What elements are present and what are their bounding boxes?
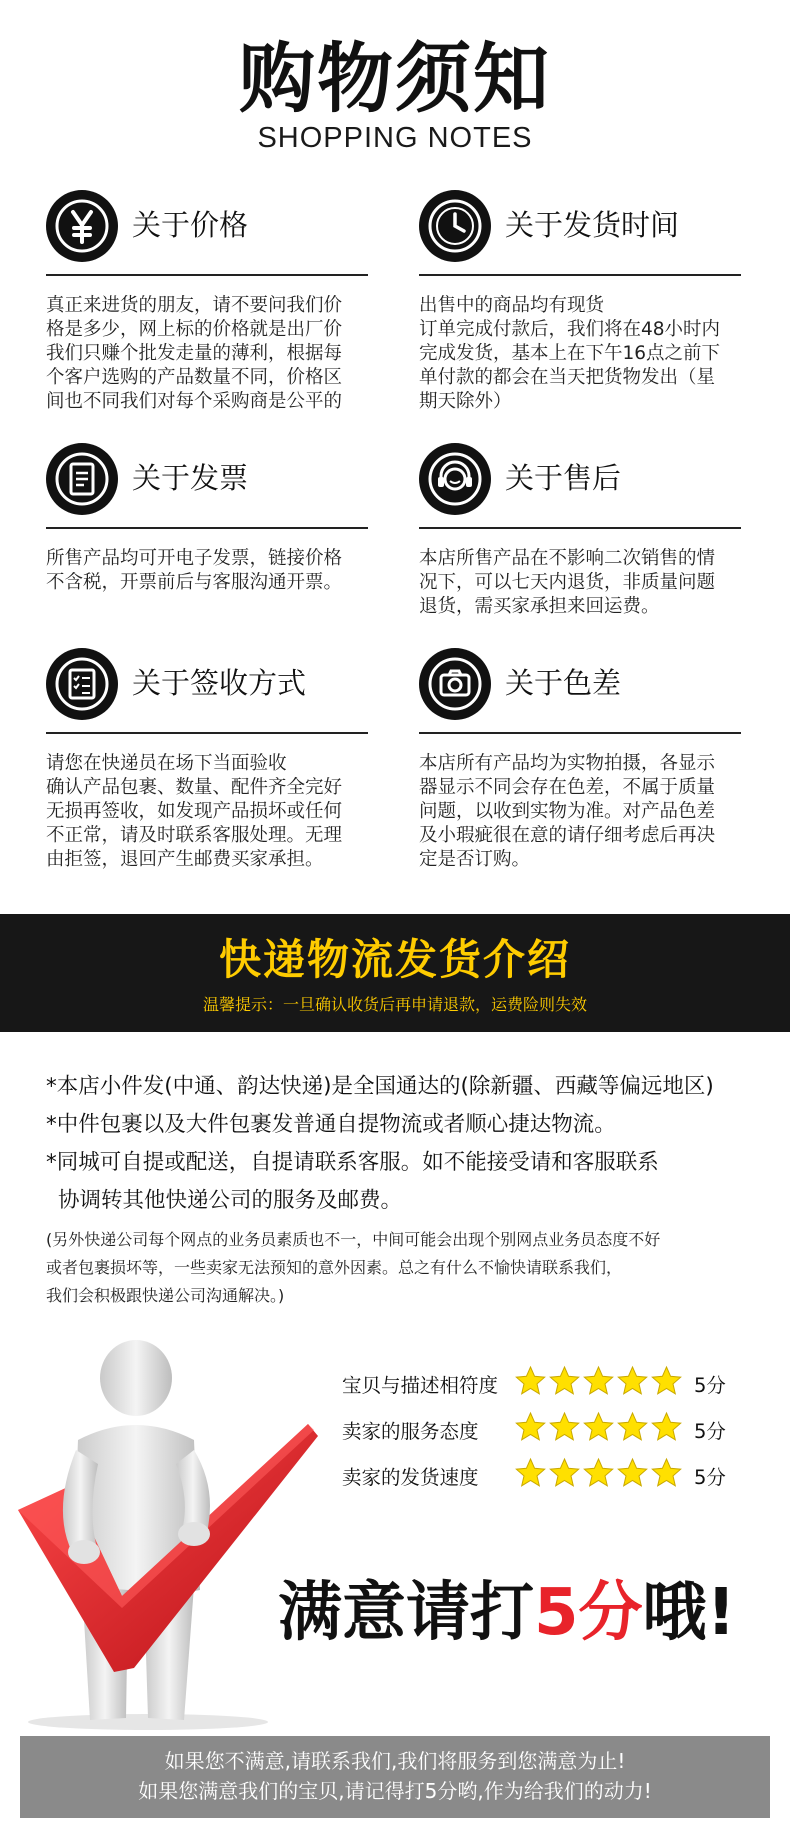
note-title: 关于色差 [505, 666, 622, 700]
star-icon [616, 1457, 649, 1490]
note-title: 关于价格 [132, 208, 249, 242]
note-shipping-time [419, 190, 741, 412]
star-icon [616, 1411, 649, 1444]
star-icon [582, 1457, 615, 1490]
page-subtitle: SHOPPING NOTES [257, 122, 533, 154]
star-icon [650, 1365, 683, 1398]
divider [419, 274, 741, 276]
note-title: 关于发货时间 [505, 208, 680, 242]
rating-label: 卖家的发货速度 [342, 1466, 479, 1489]
rating-score: 5分 [694, 1420, 726, 1443]
note-title: 关于售后 [505, 461, 622, 495]
banner-title: 快递物流发货介绍 [218, 935, 571, 984]
shipping-note: 我们会积极跟快递公司沟通解决。) [46, 1286, 285, 1305]
yen-icon [46, 190, 118, 262]
rating-list [342, 1360, 762, 1498]
divider [419, 732, 741, 734]
note-body: 本店所售产品在不影响二次销售的情 况下，可以七天内退货，非质量问题 退货，需买家承担来回运费。 [419, 548, 716, 617]
note-invoice [46, 443, 368, 593]
divider [46, 527, 368, 529]
star-icon [582, 1365, 615, 1398]
shipping-line: *本店小件发(中通、韵达快递)是全国通达的(除新疆、西藏等偏远地区) [46, 1074, 714, 1099]
rating-score: 5分 [694, 1466, 726, 1489]
rating-row [342, 1360, 762, 1406]
clock-icon [419, 190, 491, 262]
slogan-text: 哦! [642, 1576, 736, 1650]
shipping-line: *同城可自提或配送，自提请联系客服。如不能接受请和客服联系 [46, 1150, 659, 1175]
star-icon [514, 1365, 547, 1398]
slogan-text: 满意请打 [278, 1576, 534, 1650]
page-title: 购物须知 [239, 34, 551, 123]
note-after-sales [419, 443, 741, 617]
footer-message [20, 1736, 770, 1818]
headset-icon [419, 443, 491, 515]
star-icon [650, 1457, 683, 1490]
invoice-icon [46, 443, 118, 515]
rating-label: 卖家的服务态度 [342, 1420, 479, 1443]
note-sign-off [46, 648, 368, 870]
star-icon [582, 1411, 615, 1444]
divider [46, 274, 368, 276]
divider [46, 732, 368, 734]
figure-with-checkmark-illustration [18, 1340, 318, 1730]
star-icon [514, 1457, 547, 1490]
star-icon [548, 1411, 581, 1444]
slogan-accent: 5分 [534, 1576, 643, 1650]
star-rating [514, 1411, 684, 1445]
note-body: 所售产品均可开电子发票，链接价格 不含税，开票前后与客服沟通开票。 [46, 548, 343, 593]
footer-line: 如果您满意我们的宝贝,请记得打5分哟,作为给我们的动力! [138, 1779, 652, 1803]
note-color-difference [419, 648, 741, 870]
footer-line: 如果您不满意,请联系我们,我们将服务到您满意为止! [164, 1749, 626, 1773]
note-title: 关于发票 [132, 461, 249, 495]
shipping-banner [0, 914, 790, 1032]
note-price [46, 190, 368, 412]
note-body: 出售中的商品均有现货 订单完成付款后，我们将在48小时内 完成发货，基本上在下午16点之前下 单付款的都会在当天把货物发出（星 期天除外） [419, 295, 721, 412]
star-icon [514, 1411, 547, 1444]
page-header [0, 0, 790, 170]
star-rating [514, 1457, 684, 1491]
divider [419, 527, 741, 529]
rating-row [342, 1406, 762, 1452]
note-body: 本店所有产品均为实物拍摄，各显示 器显示不同会存在色差，不属于质量 问题，以收到实物为准。对产品色差 及小瑕疵很在意的请仔细考虑后再决 定是否订购。 [419, 753, 716, 870]
star-icon [548, 1457, 581, 1490]
star-rating [514, 1365, 684, 1399]
checklist-icon [46, 648, 118, 720]
star-icon [548, 1365, 581, 1398]
shipping-note: 或者包裹损坏等，一些卖家无法预知的意外因素。总之有什么不愉快请联系我们， [46, 1258, 623, 1277]
rating-row [342, 1452, 762, 1498]
note-body: 真正来进货的朋友，请不要问我们价 格是多少，网上标的价格就是出厂价 我们只赚个批发走量的薄利，根据每 个客户选购的产品数量不同，价格区 间也不同我们对每个采购商是公平的 [46, 295, 343, 412]
shipping-note: (另外快递公司每个网点的业务员素质也不一，中间可能会出现个别网点业务员态度不好 [46, 1230, 661, 1249]
rating-label: 宝贝与描述相符度 [342, 1374, 499, 1397]
shipping-info [46, 1068, 766, 1310]
shipping-line: *中件包裹以及大件包裹发普通自提物流或者顺心捷达物流。 [46, 1112, 616, 1137]
slogan [278, 1575, 736, 1651]
camera-icon [419, 648, 491, 720]
note-body: 请您在快递员在场下当面验收 确认产品包裹、数量、配件齐全完好 无损再签收，如发现产品损坏或任何 不正常，请及时联系客服处理。无理 由拒签，退回产生邮费买家承担。 [46, 753, 343, 870]
star-icon [650, 1411, 683, 1444]
rating-score: 5分 [694, 1374, 726, 1397]
shipping-line: 协调转其他快递公司的服务及邮费。 [58, 1188, 403, 1213]
banner-subtitle: 温馨提示：一旦确认收货后再申请退款，运费险则失效 [202, 995, 587, 1014]
note-title: 关于签收方式 [132, 666, 307, 700]
star-icon [616, 1365, 649, 1398]
